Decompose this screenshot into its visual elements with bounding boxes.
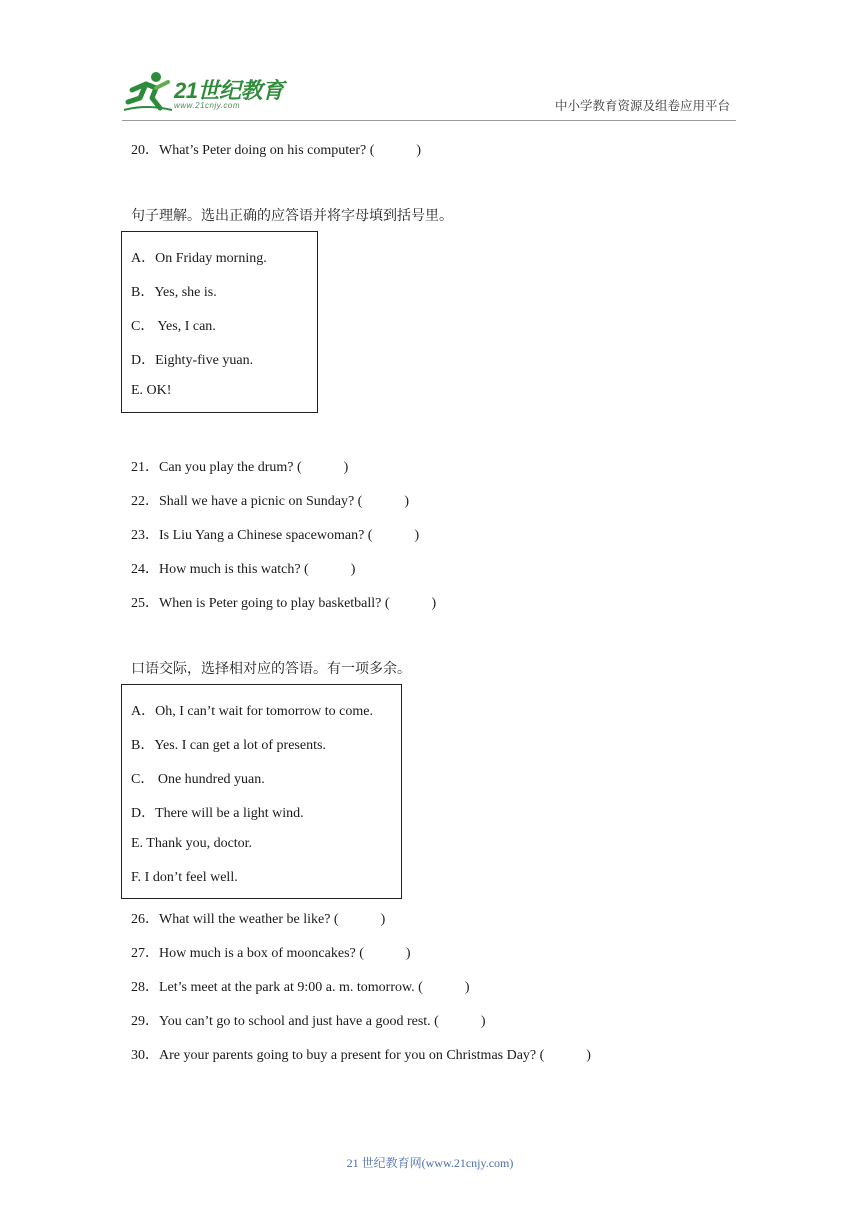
question-24: 24．How much is this watch? ( )	[131, 562, 356, 577]
option-c: C． Yes, I can.	[131, 319, 216, 334]
option-f: F. I don’t feel well.	[131, 870, 238, 885]
option-e: E. OK!	[131, 383, 172, 398]
option-b: B．Yes. I can get a lot of presents.	[131, 738, 326, 753]
header-divider	[122, 120, 736, 121]
question-21: 21．Can you play the drum? ( )	[131, 460, 349, 475]
option-d: D．Eighty-five yuan.	[131, 353, 254, 368]
question-28: 28．Let’s meet at the park at 9:00 a. m. tomorrow. ( )	[131, 980, 470, 995]
option-a: A．Oh, I can’t wait for tomorrow to come.	[131, 704, 373, 719]
logo-wordmark: 21世纪教育	[174, 78, 284, 103]
option-a: A．On Friday morning.	[131, 251, 267, 266]
footer-source: 21 世纪教育网(www.21cnjy.com)	[346, 1156, 514, 1170]
option-e: E. Thank you, doctor.	[131, 836, 253, 851]
question-27: 27．How much is a box of mooncakes? ( )	[131, 946, 411, 961]
site-logo	[122, 68, 292, 114]
option-d: D．There will be a light wind.	[131, 806, 304, 821]
platform-title: 中小学教育资源及组卷应用平台	[554, 98, 730, 113]
section-1-options-box	[121, 231, 318, 413]
question-20: 20．What’s Peter doing on his computer? ( )	[131, 143, 422, 158]
question-25: 25．When is Peter going to play basketball? ( )	[131, 596, 437, 611]
question-26: 26．What will the weather be like? ( )	[131, 912, 386, 927]
question-30: 30．Are your parents going to buy a present for you on Christmas Day? ( )	[131, 1048, 591, 1063]
question-23: 23．Is Liu Yang a Chinese spacewoman? ( )	[131, 528, 420, 543]
logo-url: www.21cnjy.com	[174, 101, 240, 110]
question-29: 29．You can’t go to school and just have a good rest. ( )	[131, 1014, 486, 1029]
section-1-instruction: 句子理解。选出正确的应答语并将字母填到括号里。	[131, 208, 453, 224]
option-c: C． One hundred yuan.	[131, 772, 265, 787]
section-2-options-box	[121, 684, 402, 899]
section-2-instruction: 口语交际，选择相对应的答语。有一项多余。	[131, 661, 411, 677]
option-b: B．Yes, she is.	[131, 285, 217, 300]
runner-logo-icon	[122, 68, 174, 114]
question-22: 22．Shall we have a picnic on Sunday? ( )	[131, 494, 409, 509]
